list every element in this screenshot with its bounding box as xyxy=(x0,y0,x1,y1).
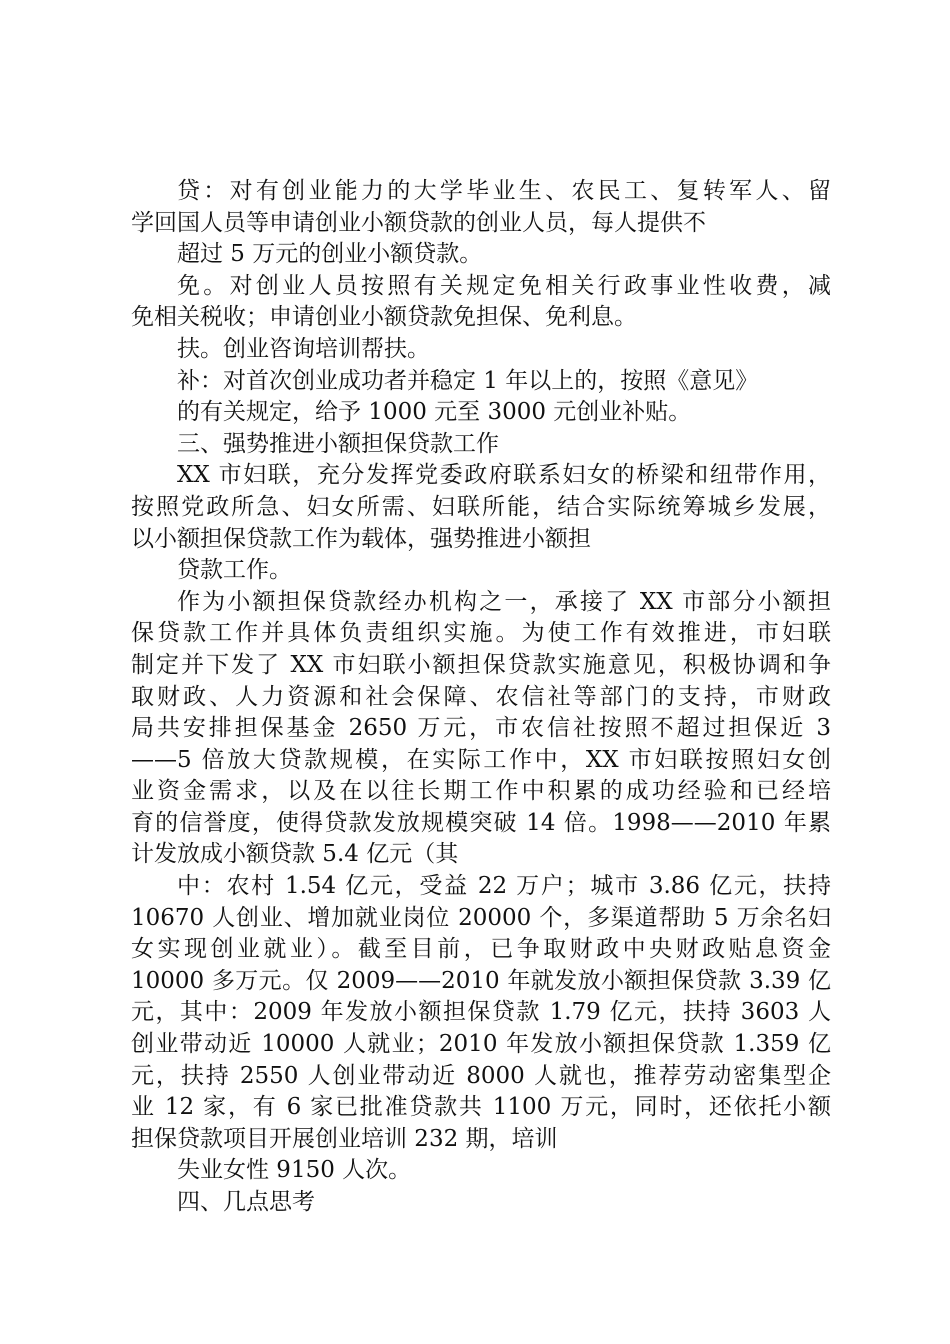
text-line: 创业带动近 10000 人就业；2010 年发放小额担保贷款 1.359 亿 xyxy=(131,1031,831,1058)
text-line: 元，扶持 2550 人创业带动近 8000 人就也，推荐劳动密集型企 xyxy=(131,1062,831,1089)
text-line: 扶。创业咨询培训帮扶。 xyxy=(177,335,430,362)
text-line: 按照党政所急、妇女所需、妇联所能，结合实际统筹城乡发展， xyxy=(131,493,831,520)
document-body xyxy=(131,176,831,1219)
text-line: 三、强势推进小额担保贷款工作 xyxy=(177,430,499,457)
text-line: 元，其中：2009 年发放小额担保贷款 1.79 亿元，扶持 3603 人 xyxy=(131,999,831,1026)
text-line: 中：农村 1.54 亿元，受益 22 万户；城市 3.86 亿元，扶持 xyxy=(177,873,831,900)
text-line: 学回国人员等申请创业小额贷款的创业人员，每人提供不 xyxy=(131,209,706,236)
text-line: 贷：对有创业能力的大学毕业生、农民工、复转军人、留 xyxy=(177,178,831,204)
text-line: ——5 倍放大贷款规模，在实际工作中，XX 市妇联按照妇女创 xyxy=(131,746,831,773)
text-line: 育的信誉度，使得贷款发放规模突破 14 倍。1998——2010 年累 xyxy=(131,809,831,836)
text-line: 的有关规定，给予 1000 元至 3000 元创业补贴。 xyxy=(177,399,692,426)
text-line: 贷款工作。 xyxy=(177,557,292,584)
text-line: 制定并下发了 XX 市妇联小额担保贷款实施意见，积极协调和争 xyxy=(131,651,831,678)
text-line: 保贷款工作并具体负责组织实施。为使工作有效推进，市妇联 xyxy=(131,620,831,647)
text-line: 10000 多万元。仅 2009——2010 年就发放小额担保贷款 3.39 亿 xyxy=(131,967,831,994)
text-line: 业 12 家，有 6 家已批准贷款共 1100 万元，同时，还依托小额 xyxy=(131,1094,831,1121)
text-line: 取财政、人力资源和社会保障、农信社等部门的支持，市财政 xyxy=(131,683,831,710)
text-line: 以小额担保贷款工作为载体，强势推进小额担 xyxy=(131,525,591,552)
text-line: 失业女性 9150 人次。 xyxy=(177,1157,412,1184)
text-line: XX 市妇联，充分发挥党委政府联系妇女的桥梁和纽带作用， xyxy=(177,462,831,489)
text-line: 超过 5 万元的创业小额贷款。 xyxy=(177,241,483,268)
text-line: 四、几点思考 xyxy=(177,1189,315,1215)
text-line: 女实现创业就业）。截至目前，已争取财政中央财政贴息资金 xyxy=(131,936,831,963)
text-line: 10670 人创业、增加就业岗位 20000 个，多渠道帮助 5 万余名妇 xyxy=(131,904,831,931)
text-line: 计发放成小额贷款 5.4 亿元（其 xyxy=(131,841,459,868)
text-line: 免。对创业人员按照有关规定免相关行政事业性收费，减 xyxy=(177,272,831,299)
text-line: 补：对首次创业成功者并稳定 1 年以上的，按照《意见》 xyxy=(177,367,759,394)
text-line: 局共安排担保基金 2650 万元，市农信社按照不超过担保近 3 xyxy=(131,715,831,742)
text-line: 担保贷款项目开展创业培训 232 期，培训 xyxy=(131,1125,558,1152)
text-line: 免相关税收；申请创业小额贷款免担保、免利息。 xyxy=(131,304,637,331)
text-line: 业资金需求，以及在以往长期工作中积累的成功经验和已经培 xyxy=(131,778,831,805)
text-line: 作为小额担保贷款经办机构之一，承接了 XX 市部分小额担 xyxy=(177,588,831,615)
